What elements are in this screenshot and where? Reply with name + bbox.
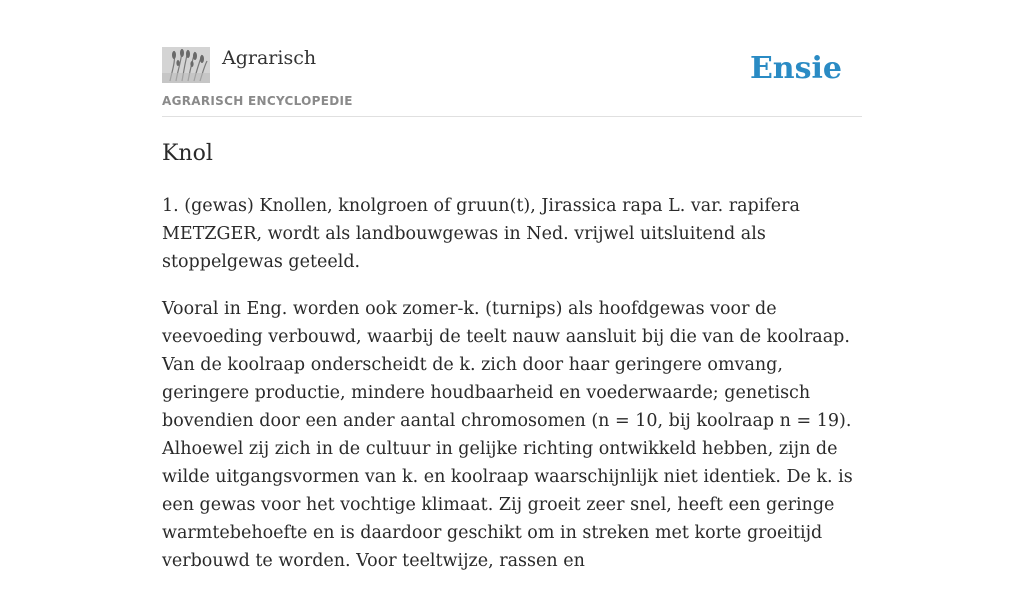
site-name[interactable]: Agrarisch — [222, 47, 317, 69]
brand-logo[interactable]: Ensie — [749, 51, 842, 86]
article-body — [162, 192, 862, 594]
page — [162, 0, 862, 571]
article-paragraph: 1. (gewas) Knollen, knolgroen of gruun(t), Jirassica rapa L. var. rapifera METZGER, wordt als landbouwgewas in Ned. vrijwel uitsluitend als stoppelgewas geteeld. — [162, 196, 800, 272]
article-paragraph: Vooral in Eng. worden ook zomer-k. (turnips) als hoofdgewas voor de veevoeding verbouwd, waarbij de teelt nauw aansluit bij die van de koolraap. Van de koolraap onderscheidt de k. zich door haar geringere omvang, geringere productie, mindere houdbaarheid en voederwaarde; genetisch bovendien door een ander aantal chromosomen (n = 10, bij koolraap n = 19). Alhoewel zij zich in de cultuur in gelijke richting ontwikkeld hebben, zijn de wilde uitgangsvormen van k. en koolraap waarschijnlijk niet identiek. De k. is een gewas voor het vochtige klimaat. Zij groeit zeer snel, heeft een geringe warmtebehoefte en is daardoor geschikt om in streken met korte groeitijd verbouwd te worden. Voor teeltwijze, rassen en — [162, 299, 853, 571]
site-subtitle: AGRARISCH ENCYCLOPEDIE — [162, 94, 353, 108]
site-header — [162, 44, 862, 117]
wheat-logo-icon[interactable] — [162, 47, 210, 83]
article-title: Knol — [162, 141, 213, 166]
